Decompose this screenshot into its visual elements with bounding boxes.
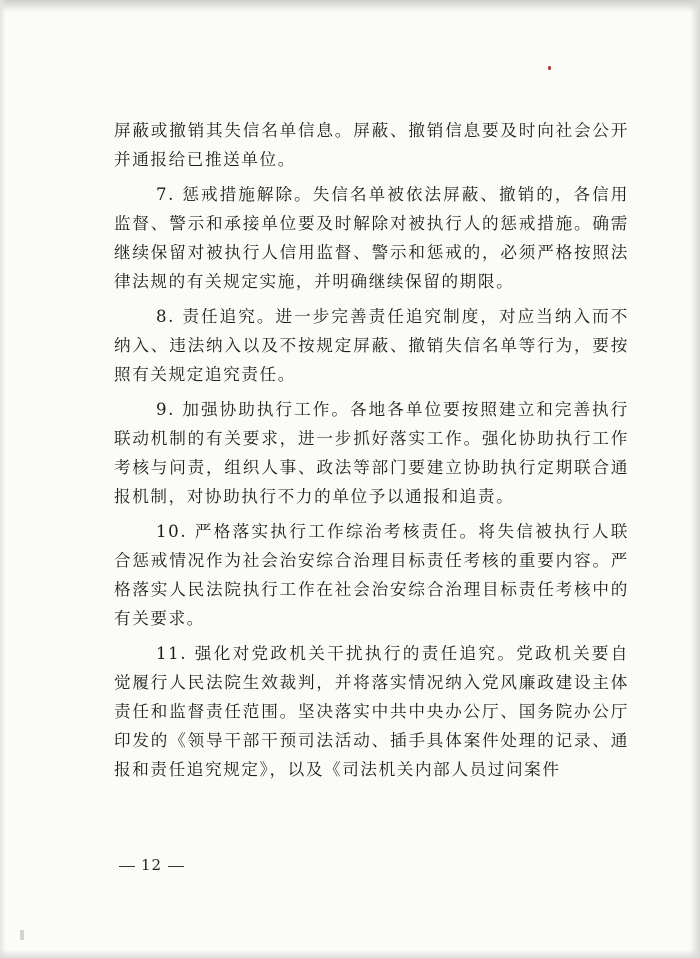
page-number-dash-left — [119, 866, 135, 867]
scan-edge-top — [0, 0, 700, 12]
page-number — [113, 856, 190, 874]
page-number-value: 12 — [141, 856, 163, 874]
ink-speck — [548, 66, 551, 70]
paragraph-item-9: 9. 加强协助执行工作。各地各单位要按照建立和完善执行联动机制的有关要求，进一步抓好落实工作。强化协助执行工作考核与问责，组织人事、政法等部门要建立协助执行定期联合通报机制，对协助执行不力的单位予以通报和追责。 — [114, 400, 629, 506]
scan-smudge — [20, 930, 24, 940]
scan-edge-bottom — [0, 950, 700, 958]
scan-edge-right — [690, 0, 700, 958]
paragraph-item-10: 10. 严格落实执行工作综治考核责任。将失信被执行人联合惩戒情况作为社会治安综合治理目标责任考核的重要内容。严格落实人民法院执行工作在社会治安综合治理目标责任考核中的有关要求。 — [114, 522, 629, 628]
paragraph-item-7: 7. 惩戒措施解除。失信名单被依法屏蔽、撤销的，各信用监督、警示和承接单位要及时解除对被执行人的惩戒措施。确需继续保留对被执行人信用监督、警示和惩戒的，必须严格按照法律法规的有关规定实施，并明确继续保留的期限。 — [114, 185, 629, 291]
page-number-dash-right — [168, 866, 184, 867]
document-body — [114, 116, 629, 790]
paragraph-item-8: 8. 责任追究。进一步完善责任追究制度，对应当纳入而不纳入、违法纳入以及不按规定屏蔽、撤销失信名单等行为，要按照有关规定追究责任。 — [114, 307, 629, 384]
paragraph-item-11: 11. 强化对党政机关干扰执行的责任追究。党政机关要自觉履行人民法院生效裁判，并将落实情况纳入党风廉政建设主体责任和监督责任范围。坚决落实中共中央办公厅、国务院办公厅印发的《领导干部干预司法活动、插手具体案件处理的记录、通报和责任追究规定》，以及《司法机关内部人员过问案件 — [114, 644, 629, 779]
scan-edge-left — [0, 0, 6, 958]
paragraph-continuation: 屏蔽或撤销其失信名单信息。屏蔽、撤销信息要及时向社会公开并通报给已推送单位。 — [114, 121, 629, 169]
